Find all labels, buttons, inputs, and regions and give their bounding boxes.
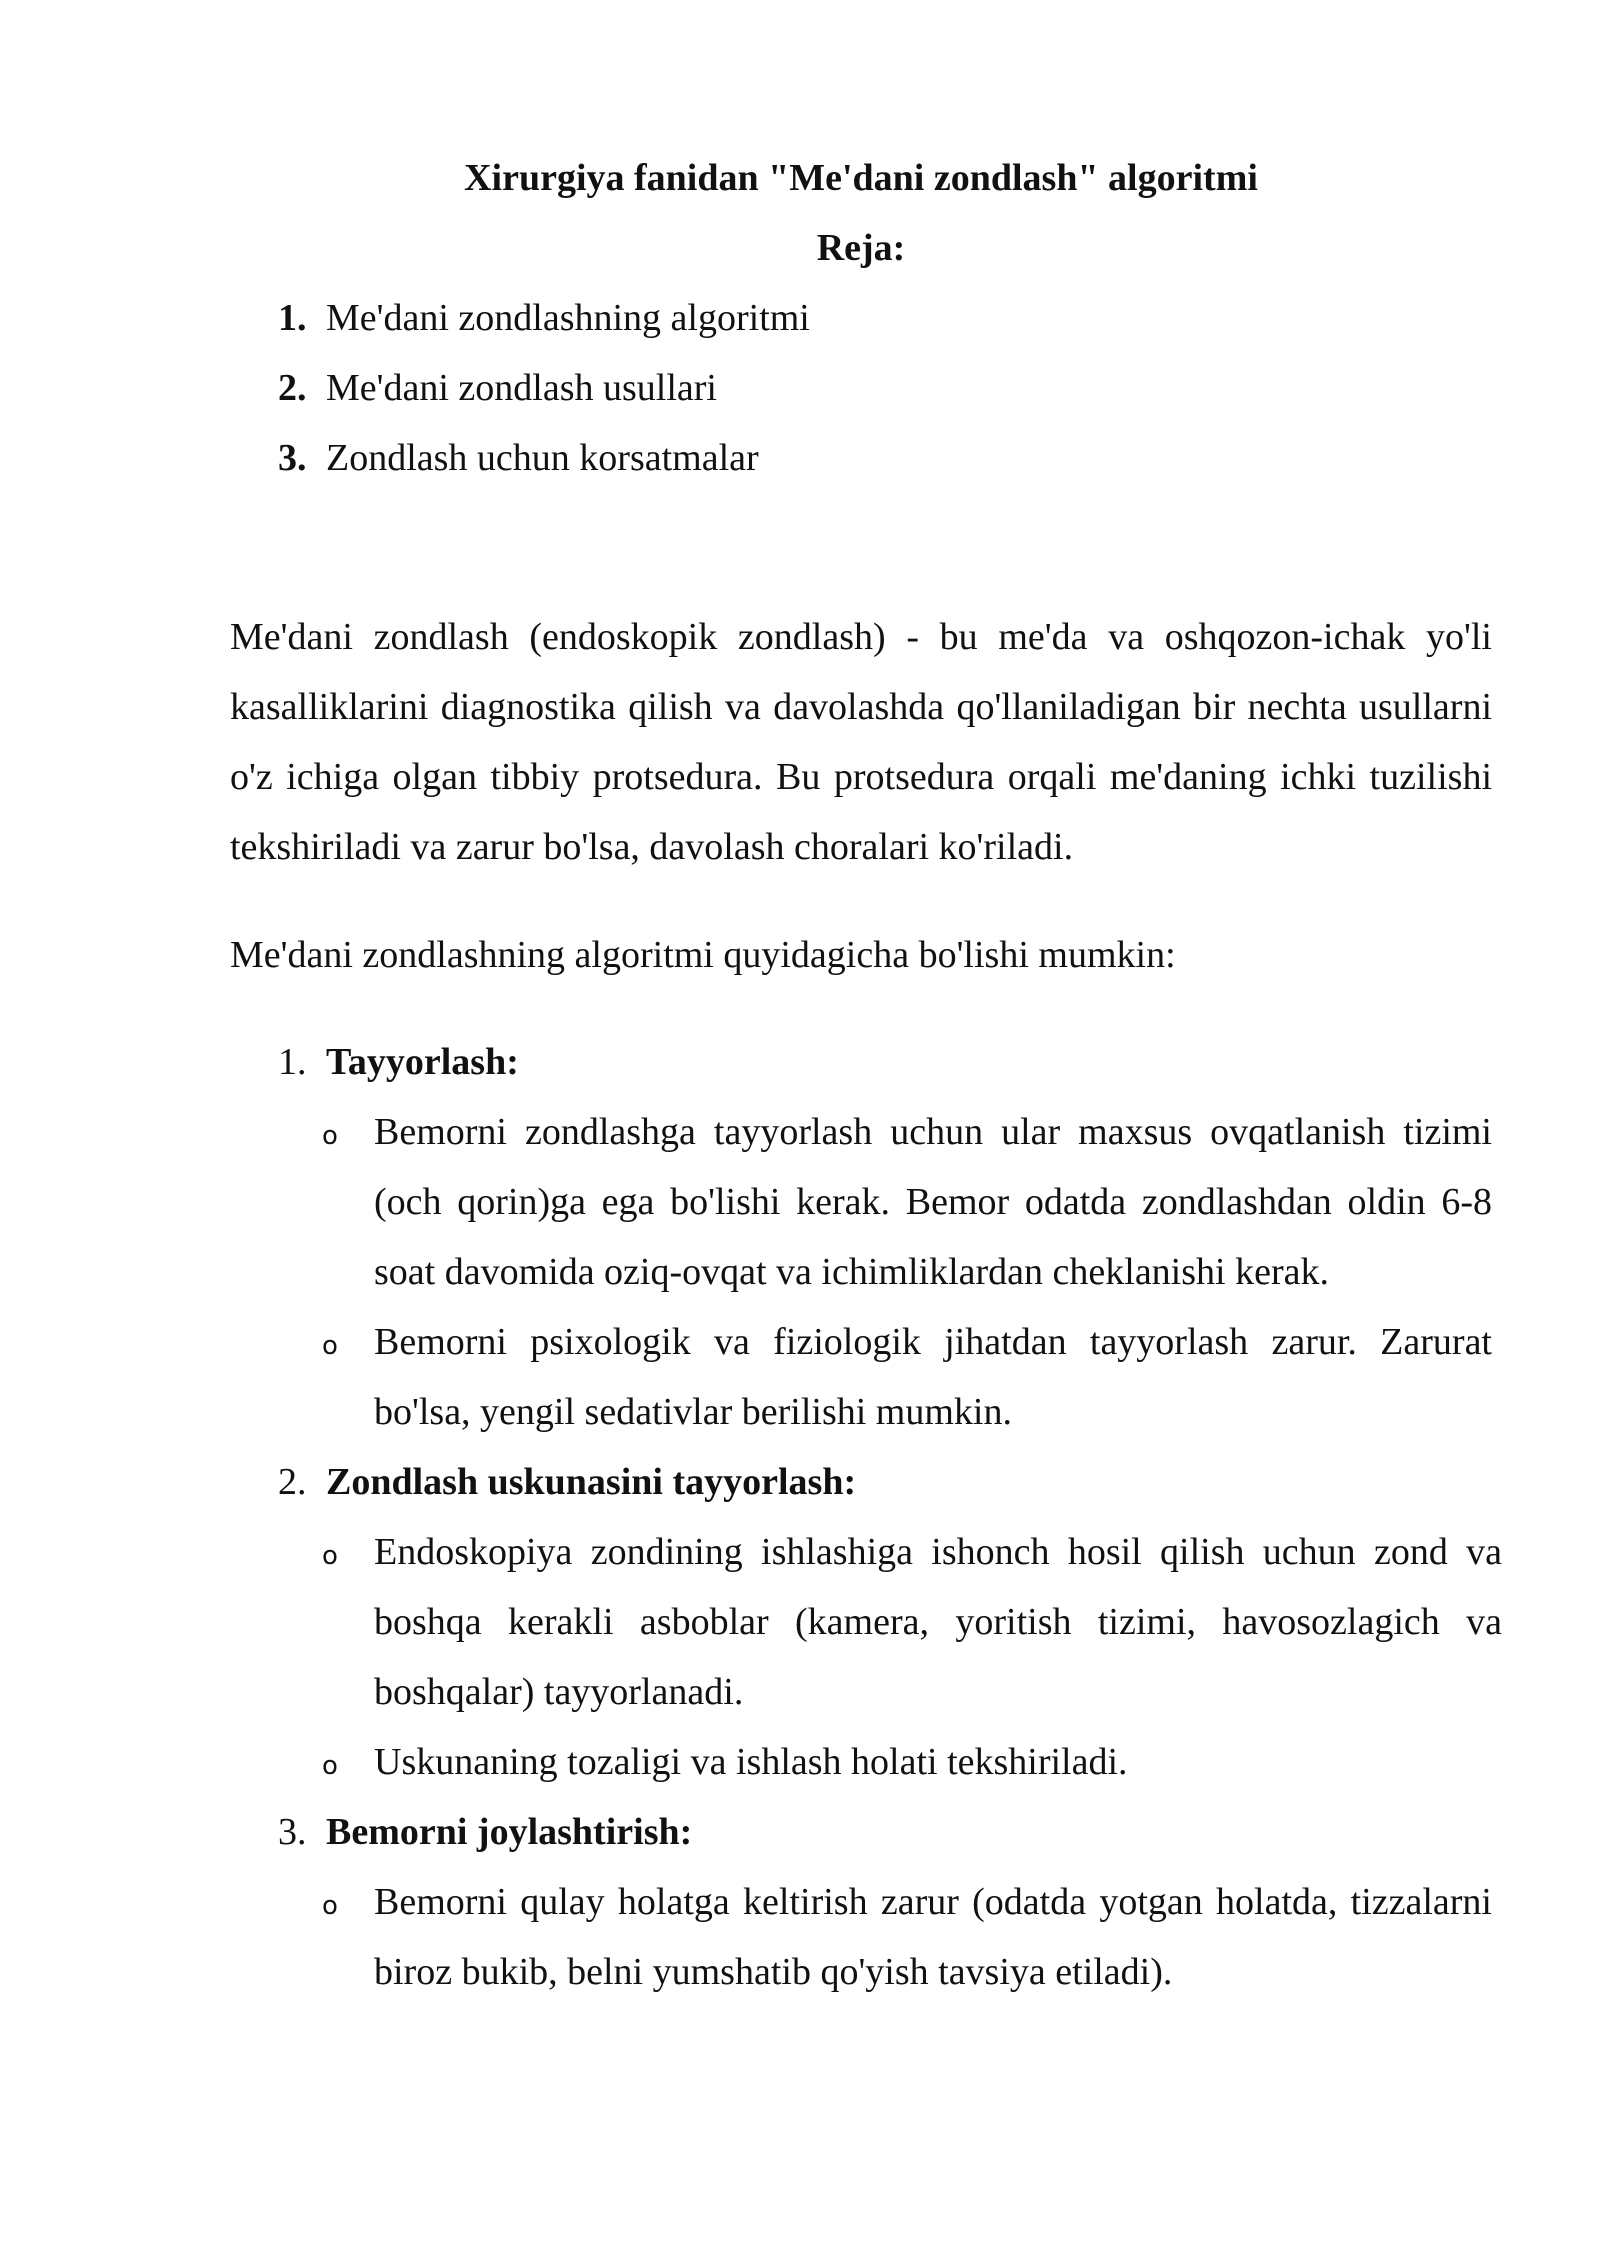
plan-item-number: 3. — [278, 437, 307, 479]
step-heading — [278, 1447, 1492, 1517]
step-label: Zondlash uskunasini tayyorlash: — [326, 1461, 857, 1503]
plan-list — [278, 290, 810, 500]
step-number: 3. — [278, 1811, 307, 1853]
step-bullet — [278, 1727, 1492, 1797]
plan-item-text: Me'dani zondlash usullari — [326, 367, 717, 409]
document-title: Xirurgiya fanidan "Me'dani zondlash" algoritmi — [464, 157, 1258, 199]
algorithm-steps-list — [278, 1027, 1502, 2007]
bullet-text: Uskunaning tozaligi va ishlash holati tekshiriladi. — [374, 1741, 1128, 1783]
step-heading — [278, 1027, 1492, 1097]
plan-item-number: 1. — [278, 297, 307, 339]
bullet-circle-icon: o — [322, 1331, 338, 1361]
step-bullet — [278, 1097, 1492, 1307]
intro-paragraph: Me'dani zondlash (endoskopik zondlash) - bu me'da va oshqozon-ichak yo'li kasalliklarini diagnostika qilish va davolashda qo'llaniladigan bir nechta usullarni o'z ichiga olgan tibbiy protsedura. Bu protsedura orqali me'daning ichki tuzilishi tekshiriladi va zarur bo'lsa, davolash choralari ko'riladi. — [230, 616, 1492, 868]
step-number: 2. — [278, 1461, 307, 1503]
plan-heading: Reja: — [816, 227, 906, 269]
step-label: Tayyorlash: — [326, 1041, 519, 1083]
plan-item — [278, 290, 810, 360]
step-bullet — [278, 1307, 1492, 1447]
bullet-circle-icon: o — [322, 1891, 338, 1921]
bullet-text: Bemorni psixologik va fiziologik jihatdan tayyorlash zarur. Zarurat bo'lsa, yengil sedativlar berilishi mumkin. — [374, 1321, 1492, 1433]
step-bullet — [278, 1517, 1502, 1727]
bullet-circle-icon: o — [322, 1751, 338, 1781]
step-heading — [278, 1797, 1492, 1867]
plan-item-text: Me'dani zondlashning algoritmi — [326, 297, 810, 339]
bullet-circle-icon: o — [322, 1541, 338, 1571]
step-label: Bemorni joylashtirish: — [326, 1811, 693, 1853]
bullet-text: Bemorni qulay holatga keltirish zarur (odatda yotgan holatda, tizzalarni biroz bukib, belni yumshatib qo'yish tavsiya etiladi). — [374, 1881, 1492, 1993]
bullet-text: Endoskopiya zondining ishlashiga ishonch hosil qilish uchun zond va boshqa kerakli asboblar (kamera, yoritish tizimi, havosozlagich va boshqalar) tayyorlanadi. — [374, 1531, 1502, 1713]
step-bullet — [278, 1867, 1492, 2007]
plan-item-number: 2. — [278, 367, 307, 409]
step-number: 1. — [278, 1041, 307, 1083]
plan-item-text: Zondlash uchun korsatmalar — [326, 437, 759, 479]
bullet-text: Bemorni zondlashga tayyorlash uchun ular maxsus ovqatlanish tizimi (och qorin)ga ega bo'lishi kerak. Bemor odatda zondlashdan oldin 6-8 soat davomida oziq-ovqat va ichimliklardan cheklanishi kerak. — [374, 1111, 1492, 1293]
plan-item — [278, 360, 810, 430]
algorithm-intro-paragraph: Me'dani zondlashning algoritmi quyidagicha bo'lishi mumkin: — [230, 934, 1176, 976]
plan-item — [278, 430, 810, 500]
bullet-circle-icon: o — [322, 1121, 338, 1151]
